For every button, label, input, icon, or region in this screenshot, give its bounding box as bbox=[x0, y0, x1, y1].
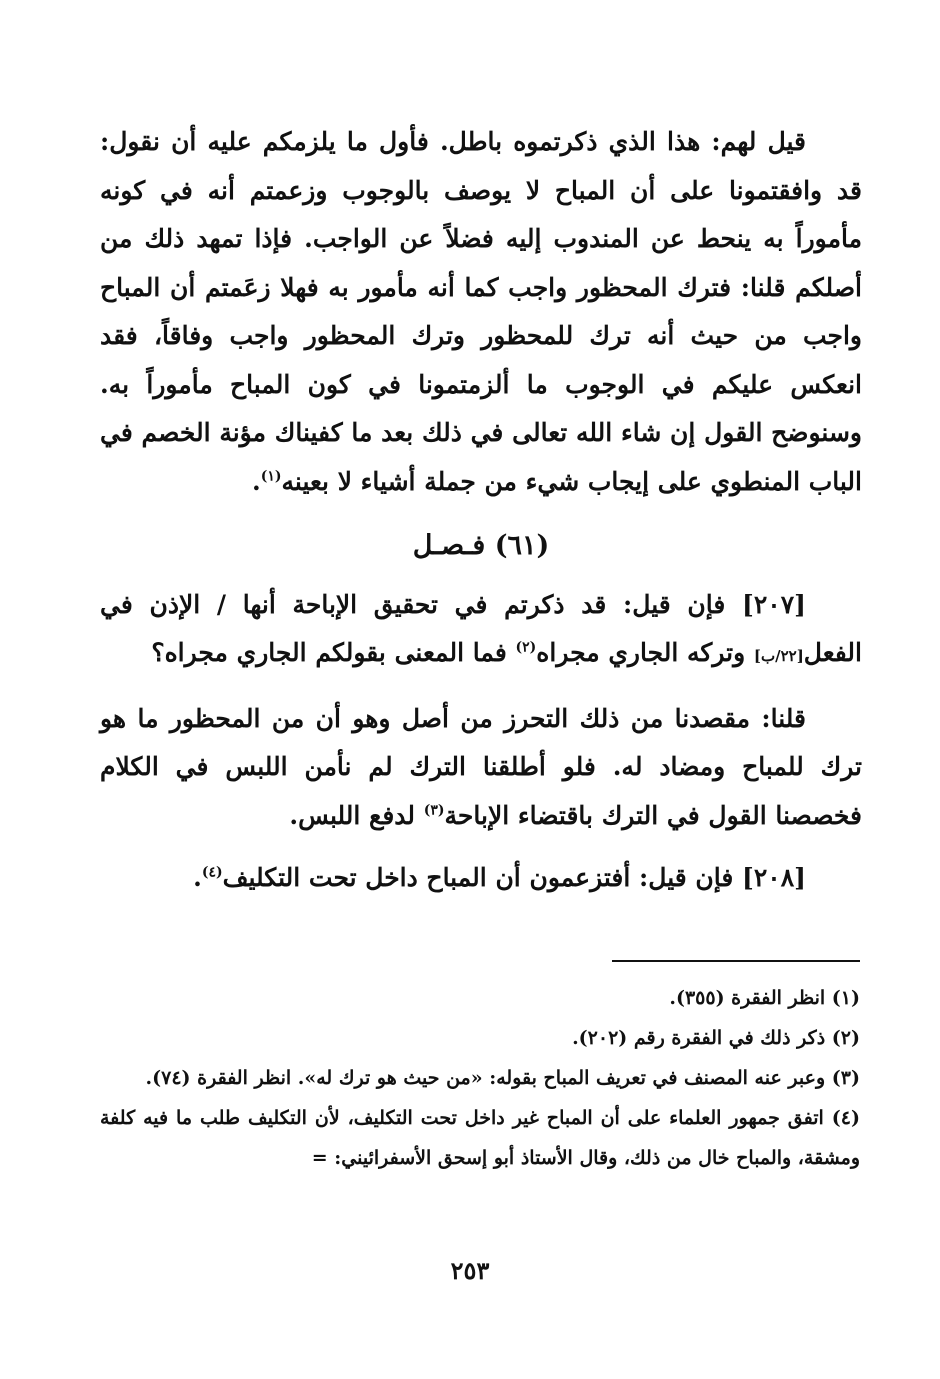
paragraph-207-text-c: فما المعنى بقولكم الجاري مجراه؟ bbox=[151, 638, 516, 667]
paragraph-1-text: قيل لهم: هذا الذي ذكرتموه باطل. فأول ما يلزمكم عليه أن نقول: قد وافقتمونا على أن المباح لا يوصف بالوجوب وزعمتم أنه في كونه مأموراً به ينحط عن المندوب إليه فضلاً عن الواجب. فإذا تمهد ذلك من أصلكم قلنا: فترك المحظور واجب كما أنه مأمور به فهلا زعَمتم أن المباح واجب من حيث أنه ترك للمحظور وترك المحظور واجب وفاقاً، فقد انعكس عليكم في الوجوب ما ألزمتمونا في كون المباح مأموراً به. وسنوضح القول إن شاء الله تعالى في ذلك بعد ما كفيناك مؤنة الخصم في الباب المنطوي على إيجاب شيء من جملة أشياء لا بعينه bbox=[100, 127, 863, 496]
footnote-ref-2[interactable]: (٢) bbox=[515, 639, 537, 656]
footnote-divider bbox=[612, 960, 860, 962]
footnote-ref-1[interactable]: (١) bbox=[260, 468, 282, 485]
footnote-ref-3[interactable]: (٣) bbox=[423, 802, 445, 819]
main-text bbox=[100, 118, 862, 903]
paragraph-207-text-b: وتركه الجاري مجراه bbox=[536, 638, 754, 667]
paragraph-1-end: . bbox=[252, 466, 261, 496]
paragraph-208 bbox=[100, 854, 862, 903]
page-number: ٢٥٣ bbox=[450, 1256, 490, 1285]
paragraph-207-text-a: [٢٠٧] فإن قيل: قد ذكرتم في تحقيق الإباحة أنها / الإذن في الفعل bbox=[100, 589, 862, 667]
section-heading: (٦١) فـصـل bbox=[412, 530, 550, 561]
footnote-2: (٢) ذكر ذلك في الفقرة رقم (٢٠٢). bbox=[572, 1027, 860, 1049]
answer-paragraph bbox=[100, 695, 862, 841]
footnote-1: (١) انظر الفقرة (٣٥٥). bbox=[669, 987, 860, 1009]
folio-marker: [٢٢/ب] bbox=[753, 647, 804, 665]
paragraph-207 bbox=[100, 581, 862, 681]
answer-text-a: قلنا: مقصدنا من ذلك التحرز من أصل وهو أن من المحظور ما هو ترك للمباح ومضاد له. فلو أطلقنا الترك لم نأمن اللبس في الكلام فخصصنا القول في الترك باقتضاء الإباحة bbox=[100, 703, 862, 830]
footnotes bbox=[100, 978, 860, 1178]
footnote-3: (٣) وعبر عنه المصنف في تعريف المباح بقوله: «من حيث هو ترك له». انظر الفقرة (٧٤). bbox=[145, 1067, 860, 1089]
paragraph-208-text: [٢٠٨] فإن قيل: أفتزعمون أن المباح داخل تحت التكليف bbox=[222, 863, 806, 892]
paragraph-1 bbox=[100, 118, 862, 506]
paragraph-208-end: . bbox=[193, 863, 202, 892]
answer-text-b: لدفع اللبس. bbox=[289, 800, 424, 830]
footnote-4: (٤) اتفق جمهور العلماء على أن المباح غير داخل تحت التكليف، لأن التكليف طلب ما فيه كلفة ومشقة، والمباح خال من ذلك، وقال الأستاذ أبو إسحق الأسفرائيني: = bbox=[100, 1107, 860, 1169]
footnote-ref-4[interactable]: (٤) bbox=[201, 864, 223, 881]
